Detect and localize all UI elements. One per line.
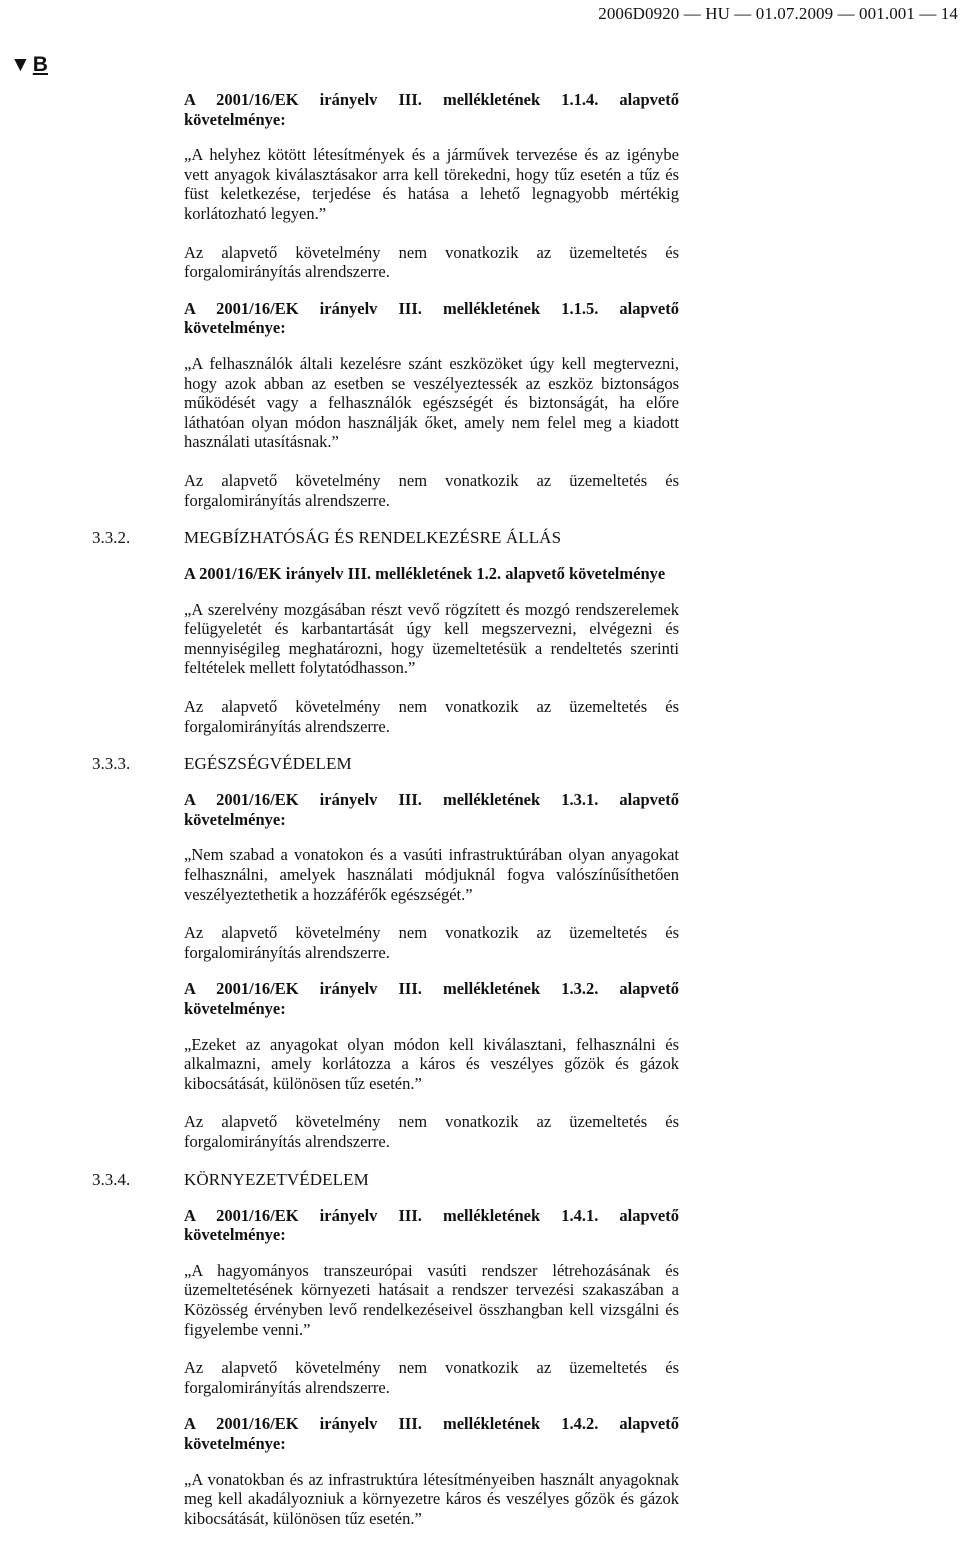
block (184, 790, 679, 962)
requirement-note: Az alapvető követelmény nem vonatkozik az üzemeltetés és forgalomirányítás alrendszerre. (184, 242, 679, 282)
document-body (92, 90, 679, 1547)
amendment-marker (10, 52, 48, 78)
requirement-quote: „A helyhez kötött létesítmények és a járművek tervezése és az igénybe vett anyagok kiválasztásakor arra kell törekedni, hogy tűz esetén a tűz és füst keletkezése, terjedése és hatása a lehető legnagyobb mértékig korlátozható legyen.” (184, 145, 679, 223)
block (184, 979, 679, 1151)
block (184, 1206, 679, 1398)
requirement-note: Az alapvető követelmény nem vonatkozik az üzemeltetés és forgalomirányítás alrendszerre. (184, 470, 679, 510)
requirement-note: Az alapvető követelmény nem vonatkozik az üzemeltetés és forgalomirányítás alrendszerre. (184, 923, 679, 962)
block (184, 90, 679, 282)
requirement-note: Az alapvető követelmény nem vonatkozik az üzemeltetés és forgalomirányítás alrendszerre. (184, 697, 679, 736)
requirement-quote: „A felhasználók általi kezelésre szánt eszközöket úgy kell megtervezni, hogy azok abban az esetben se veszélyeztessék az eszköz biztonságos működését vagy a felhasználók egészségét és biztonságát, ha előre láthatóan olyan módon használják őket, amely nem felel meg a kiadott használati utasításnak.” (184, 353, 679, 452)
requirement-heading: A 2001/16/EK irányelv III. mellékletének 1.3.1. alapvető követelménye: (184, 790, 679, 829)
page-header: 2006D0920 — HU — 01.07.2009 — 001.001 — 14 (598, 4, 958, 23)
requirement-note: Az alapvető követelmény nem vonatkozik az üzemeltetés és forgalomirányítás alrendszerre. (184, 1112, 679, 1151)
section-title: EGÉSZSÉGVÉDELEM (184, 754, 352, 774)
section-title: KÖRNYEZETVÉDELEM (184, 1169, 369, 1189)
requirement-quote: „A vonatokban és az infrastruktúra létesítményeiben használt anyagoknak meg kell akadályozniuk a környezetre káros és veszélyes gőzök és gázok kibocsátását, különösen tűz esetén.” (184, 1469, 679, 1528)
section-number: 3.3.4. (92, 1169, 131, 1189)
requirement-heading: A 2001/16/EK irányelv III. mellékletének 1.4.1. alapvető követelménye: (184, 1205, 679, 1245)
requirement-quote: „A hagyományos transzeurópai vasúti rendszer létrehozásának és üzemeltetésének környezeti hatásait a rendszer tervezési szakaszában a Közösség érvényben levő rendelkezéseivel összhangban kell vizsgálni és figyelembe venni.” (184, 1260, 679, 1339)
requirement-quote: „A szerelvény mozgásában részt vevő rögzített és mozgó rendszerelemek felügyeletét és karbantartását úgy kell megszervezni, elvégezni és mennyiségileg meghatározni, hogy üzemeltetésük a rendeltetés szerinti feltételek mellett folytatódhasson.” (184, 599, 679, 678)
requirement-heading: A 2001/16/EK irányelv III. mellékletének 1.2. alapvető követelménye (184, 564, 666, 584)
block (184, 564, 679, 736)
section-heading (92, 1169, 679, 1190)
requirement-note: Az alapvető követelmény nem vonatkozik az üzemeltetés és forgalomirányítás alrendszerre. (184, 1358, 679, 1397)
block (184, 299, 679, 510)
triangle-down-icon: ▼ (10, 53, 31, 76)
requirement-heading: A 2001/16/EK irányelv III. mellékletének 1.4.2. alapvető követelménye: (184, 1414, 679, 1453)
requirement-quote: „Nem szabad a vonatokon és a vasúti infrastruktúrában olyan anyagokat felhasználni, amelyek használati módjuknál fogva valószínűsíthetően veszélyeztethetik a hozzáférők egészségét.” (184, 845, 679, 904)
section-title: MEGBÍZHATÓSÁG ÉS RENDELKEZÉSRE ÁLLÁS (184, 528, 562, 548)
block (184, 1414, 679, 1528)
requirement-heading: A 2001/16/EK irányelv III. mellékletének 1.1.5. alapvető követelménye: (184, 298, 679, 338)
section-heading (92, 528, 679, 548)
section-number: 3.3.3. (92, 754, 131, 774)
section-number: 3.3.2. (92, 528, 131, 548)
section-heading (92, 754, 679, 774)
requirement-heading: A 2001/16/EK irányelv III. mellékletének 1.3.2. alapvető követelménye: (184, 979, 679, 1018)
requirement-heading: A 2001/16/EK irányelv III. mellékletének 1.1.4. alapvető követelménye: (184, 90, 679, 129)
requirement-quote: „Ezeket az anyagokat olyan módon kell kiválasztani, felhasználni és alkalmazni, amely korlátozza a káros és veszélyes gőzök és gázok kibocsátását, különösen tűz esetén.” (184, 1034, 679, 1093)
amendment-marker-label: B (32, 53, 48, 76)
